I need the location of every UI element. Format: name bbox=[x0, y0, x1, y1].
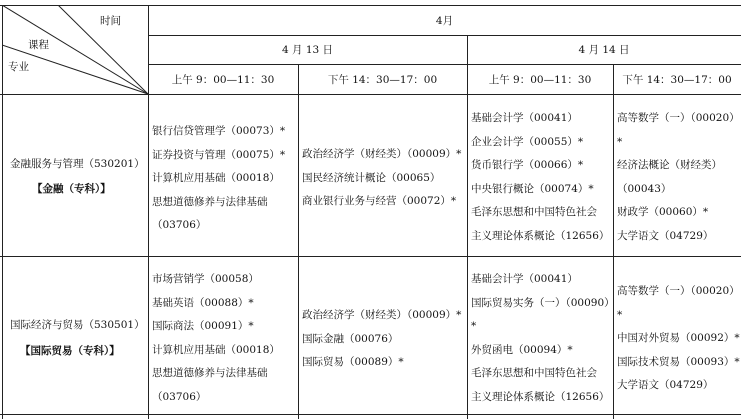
course-item: 大学语文（04729） bbox=[617, 379, 714, 391]
course-item: 企业会计学（00055）* bbox=[471, 135, 584, 148]
major-name: 金融服务与管理（530201） bbox=[10, 158, 145, 170]
course-item: * bbox=[617, 135, 623, 148]
slot-header: 上午 9：00—11：30 bbox=[488, 74, 592, 86]
day-col-divider bbox=[467, 35, 468, 419]
course-item: 货币银行学（00066）* bbox=[471, 159, 584, 171]
course-item: 商业银行业务与经营（00072）* bbox=[302, 195, 457, 207]
diag-label-time: 时间 bbox=[100, 15, 121, 27]
course-item: 银行信贷管理学（00073）* bbox=[152, 125, 286, 137]
diag-label-major: 专业 bbox=[8, 61, 29, 73]
course-item: 思想道德修养与法律基础 bbox=[152, 367, 268, 379]
course-item: （03706） bbox=[152, 219, 207, 231]
course-item: 主义理论体系概论（12656） bbox=[471, 229, 610, 242]
course-item: 基础英语（00088）* bbox=[152, 296, 254, 309]
course-item: 毛泽东思想和中国特色社会 bbox=[471, 206, 597, 218]
header-diagonals bbox=[2, 5, 150, 95]
slot-header: 下午 14：30—17：00 bbox=[622, 74, 732, 86]
course-item: 大学语文（04729） bbox=[617, 229, 714, 242]
day2-header: 4 月 14 日 bbox=[578, 44, 630, 56]
course-item: 基础会计学（00041） bbox=[471, 112, 578, 124]
course-item: 财政学（00060）* bbox=[617, 206, 709, 218]
course-item: 政治经济学（财经类）（00009）* bbox=[302, 309, 462, 321]
course-item: 国际贸易实务（一）（00090） bbox=[471, 296, 615, 309]
course-item: * bbox=[617, 308, 623, 321]
course-item: 国际商法（00091）* bbox=[152, 320, 254, 332]
date-row-divider bbox=[148, 64, 741, 65]
course-item: 外贸函电（00094）* bbox=[471, 343, 573, 356]
course-item: 毛泽东思想和中国特色社会 bbox=[471, 367, 597, 379]
course-item: 国际贸易（00089）* bbox=[302, 356, 404, 368]
major-name: 国际经济与贸易（530501） bbox=[10, 319, 145, 331]
course-item: 经济法概论（财经类） bbox=[617, 159, 722, 171]
month-row-divider bbox=[148, 35, 741, 36]
course-item: 市场营销学（00058） bbox=[152, 273, 259, 285]
course-item: 政治经济学（财经类）（00009）* bbox=[302, 148, 462, 160]
major-subtitle: 【金融（专科）】 bbox=[32, 183, 111, 195]
major-subtitle: 【国际贸易（专科）】 bbox=[20, 345, 120, 357]
course-item: 计算机应用基础（00018） bbox=[152, 172, 280, 184]
slot-header: 上午 9：00—11：30 bbox=[171, 74, 275, 86]
course-item: 中央银行概论（00074）* bbox=[471, 182, 594, 195]
row-divider-bottom bbox=[0, 414, 741, 415]
course-item: 国际技术贸易（00093）* bbox=[617, 355, 740, 368]
course-item: 主义理论体系概论（12656） bbox=[471, 390, 610, 403]
course-item: 计算机应用基础（00018） bbox=[152, 343, 280, 356]
course-item: 中国对外贸易（00092）* bbox=[617, 332, 740, 344]
course-item: （03706） bbox=[152, 390, 207, 403]
course-item: 证券投资与管理（00075）* bbox=[152, 148, 286, 161]
course-item: 国际金融（00076） bbox=[302, 332, 399, 345]
day1-header: 4 月 13 日 bbox=[281, 44, 334, 56]
month-header: 4月 bbox=[435, 15, 454, 27]
course-item: * bbox=[471, 320, 477, 332]
course-item: 高等数学（一）（00020） bbox=[617, 112, 740, 124]
course-item: 国民经济统计概论（00065） bbox=[302, 171, 441, 184]
course-item: 高等数学（一）（00020） bbox=[617, 285, 740, 297]
row-divider bbox=[0, 256, 741, 257]
diag-label-course: 课程 bbox=[28, 39, 49, 51]
course-item: （00043） bbox=[617, 182, 672, 195]
slot-col-divider-1 bbox=[298, 64, 299, 419]
course-item: 基础会计学（00041） bbox=[471, 273, 578, 285]
slot-col-divider-3 bbox=[613, 64, 614, 419]
course-item: 思想道德修养与法律基础 bbox=[152, 195, 268, 208]
slot-header: 下午 14：30—17：00 bbox=[327, 74, 438, 86]
